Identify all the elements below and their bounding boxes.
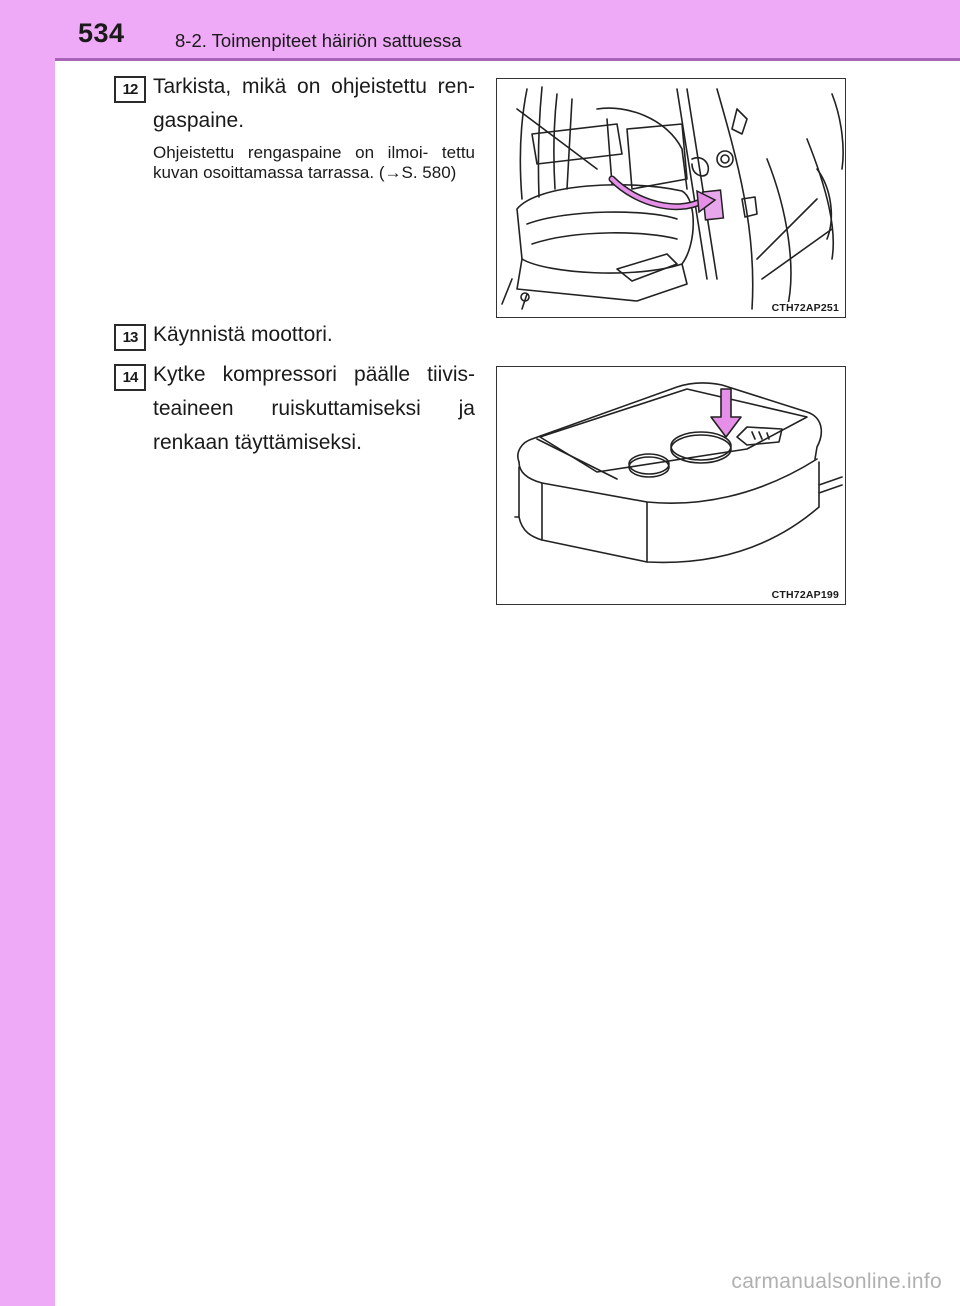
- step-12-note: Ohjeistettu rengaspaine on ilmoi- tettu kuvan osoittamassa tarrassa. (→S. 580): [153, 143, 475, 182]
- step-13-badge: 13: [114, 324, 146, 351]
- figure-code: CTH72AP251: [769, 302, 839, 314]
- step-12-badge: 12: [114, 76, 146, 103]
- section-title: 8-2. Toimenpiteet häiriön sattuessa: [175, 30, 462, 51]
- header-rule: [55, 58, 960, 61]
- watermark: carmanualsonline.info: [731, 1270, 942, 1293]
- seat-door-illustration: [497, 79, 846, 318]
- step-12-note-text: Ohjeistettu rengaspaine on ilmoi- tettu kuvan osoittamassa tarrassa.: [153, 143, 475, 182]
- step-14-text: Kytke kompressori päälle tiivis- teaineen ruiskuttamiseksi ja renkaan täyttämiseksi.: [153, 363, 475, 454]
- page-reference-link[interactable]: S. 580: [401, 163, 451, 182]
- compressor-illustration: [497, 367, 846, 605]
- step-14-badge: 14: [114, 364, 146, 391]
- figure-seat-pressure-label: [496, 78, 846, 318]
- header-band: [0, 0, 960, 58]
- step-13-text: Käynnistä moottori.: [153, 323, 333, 346]
- figure-compressor: [496, 366, 846, 605]
- side-tab-strip: [0, 0, 55, 1306]
- reference-arrow-icon: →: [384, 163, 402, 182]
- page-number: 534: [78, 18, 125, 48]
- figure-code: CTH72AP199: [769, 589, 839, 601]
- step-12-text: Tarkista, mikä on ohjeistettu ren- gaspaine.: [153, 75, 475, 132]
